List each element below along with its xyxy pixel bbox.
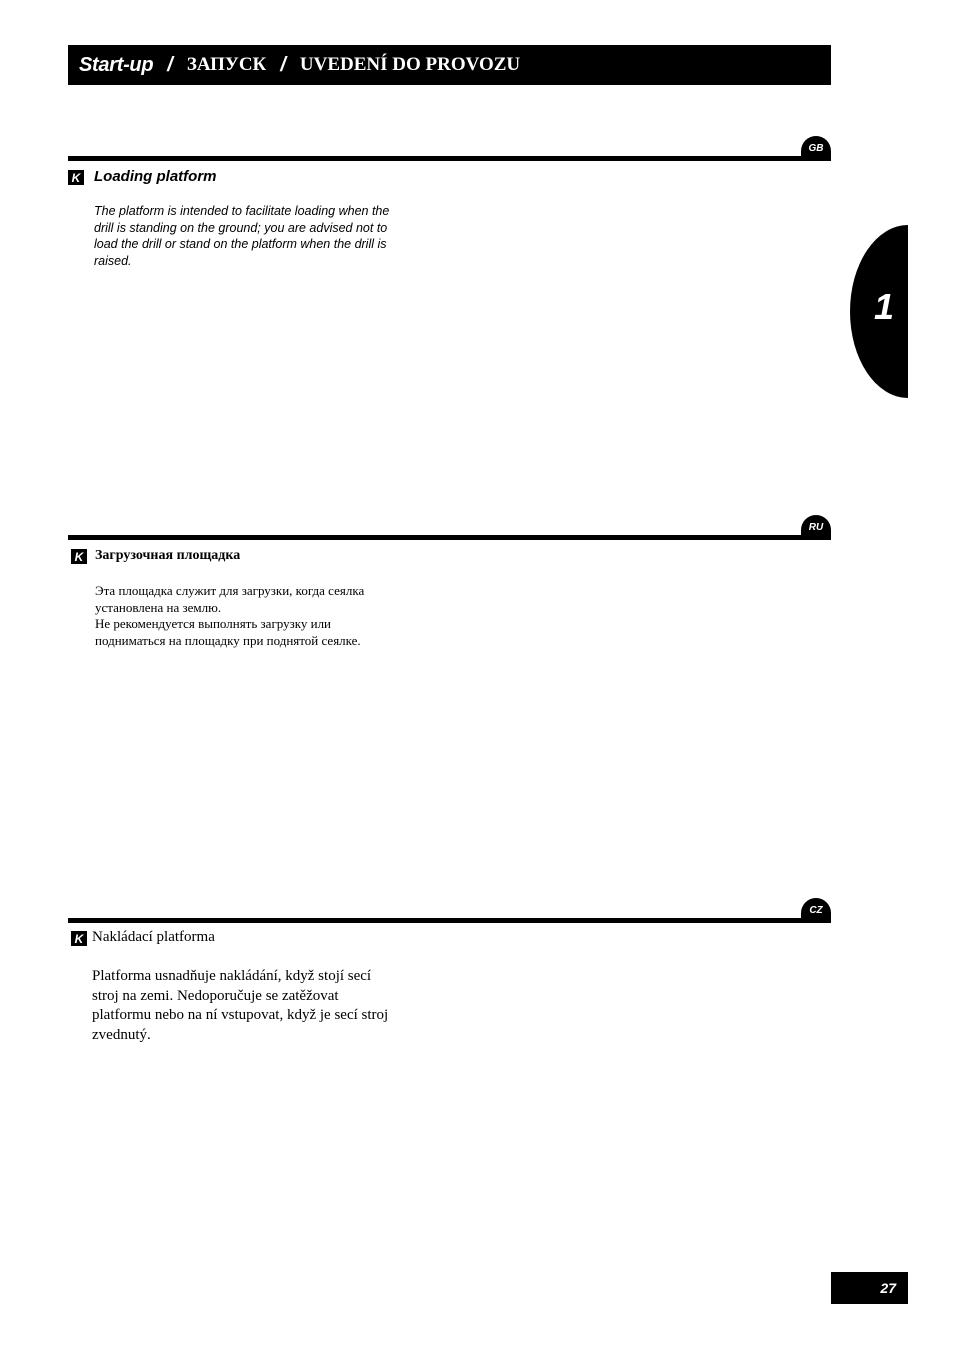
lang-badge-cz: CZ [801, 898, 831, 920]
body-line: platformu nebo na ní vstupovat, když je secí stroj [92, 1007, 389, 1023]
page-number: 27 [831, 1272, 908, 1304]
body-line: stroj na zemi. Nedoporučuje se zatěžovat [92, 987, 339, 1004]
header-title-cz: UVEDENÍ DO PROVOZU [299, 54, 521, 75]
header-separator-1: / [167, 53, 173, 76]
header-separator-2: / [280, 53, 286, 76]
marker-k-cz: K [71, 931, 87, 946]
body-line: The platform is intended to facilitate loading when the [94, 204, 390, 218]
body-line: Platforma usnadňuje nakládání, když stojí secí [92, 968, 372, 984]
body-line: zvednutý. [92, 1026, 151, 1043]
header-title-en: Start-up [79, 53, 154, 76]
body-line: Не рекомендуется выполнять загрузку или [95, 616, 332, 631]
section-body-ru [95, 583, 425, 649]
body-line: drill is standing on the ground; you are advised not to [94, 220, 388, 235]
lang-badge-ru: RU [801, 515, 831, 537]
body-line: установлена на землю. [95, 599, 222, 615]
section-rule-ru [68, 535, 831, 540]
section-rule-gb [68, 156, 831, 161]
section-body-cz [92, 967, 432, 1045]
section-title-ru: Загрузочная площадка [95, 548, 241, 563]
page-header [68, 45, 831, 85]
lang-badge-gb: GB [801, 136, 831, 158]
body-line: подниматься на площадку при поднятой сеялке. [95, 632, 361, 648]
body-line: raised. [94, 253, 132, 268]
chapter-number: 1 [874, 286, 895, 327]
section-title-cz: Nakládací platforma [92, 929, 215, 945]
header-title-ru: ЗАПУСК [186, 54, 267, 75]
section-title-gb: Loading platform [94, 168, 217, 185]
section-rule-cz [68, 918, 831, 923]
marker-k-ru: K [71, 549, 87, 564]
body-line: Эта площадка служит для загрузки, когда сеялка [95, 583, 365, 598]
marker-k-gb: K [68, 170, 84, 185]
body-line: load the drill or stand on the platform when the drill is [94, 237, 387, 251]
section-body-gb [94, 203, 424, 269]
